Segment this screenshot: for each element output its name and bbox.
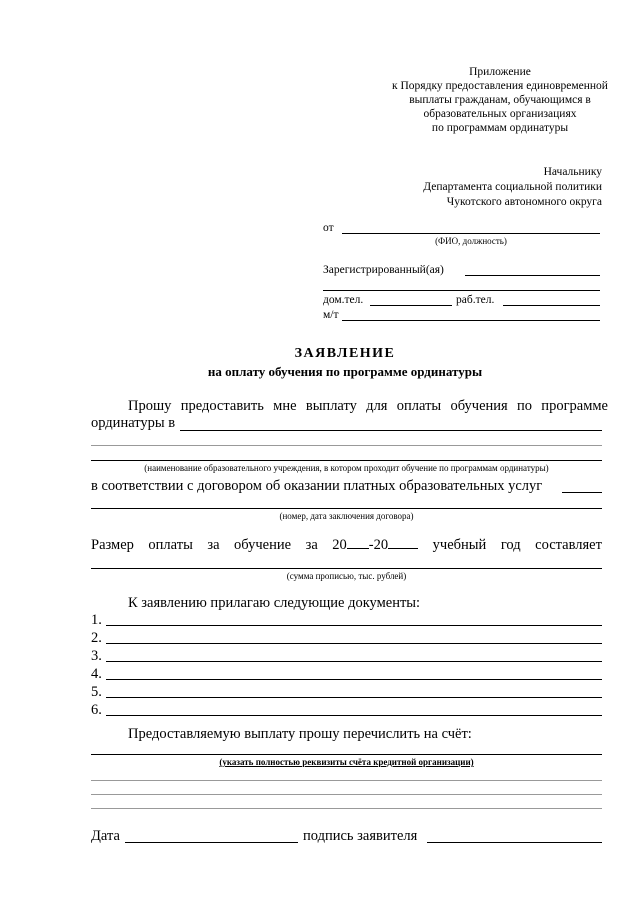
institution-field-3[interactable]: [91, 460, 602, 461]
doc-item: 6.: [91, 701, 602, 719]
work-phone-field[interactable]: [503, 305, 600, 306]
work-phone-label: раб.тел.: [456, 294, 495, 306]
payment-word: составляет: [535, 537, 602, 553]
doc-field[interactable]: [106, 702, 602, 716]
addressee-line: Начальнику: [543, 166, 602, 178]
fio-caption: (ФИО, должность): [435, 236, 507, 246]
doc-item: 5.: [91, 683, 602, 701]
appendix-line: по программам ординатуры: [431, 122, 569, 134]
account-field-2[interactable]: [91, 780, 602, 781]
sum-caption: (сумма прописью, тыс. рублей): [286, 571, 407, 581]
account-field-3[interactable]: [91, 794, 602, 795]
request-line-2: ординатуры в: [91, 415, 176, 431]
date-field[interactable]: [125, 842, 298, 843]
payment-word: за: [207, 537, 220, 553]
institution-field-2[interactable]: [91, 445, 602, 446]
home-phone-field[interactable]: [370, 305, 452, 306]
signature-label: подпись заявителя: [303, 828, 418, 844]
page-subtitle: на оплату обучения по программе ординатуры: [207, 364, 483, 379]
contract-field[interactable]: [562, 492, 602, 493]
signature-field[interactable]: [427, 842, 602, 843]
institution-caption: (наименование образовательного учреждения, в котором проходит обучение по программам ординатуры): [144, 463, 549, 473]
request-line-1: Прошу предоставить мне выплату для оплаты обучения по программе: [128, 398, 608, 414]
doc-item: 3.: [91, 647, 602, 665]
docs-intro: К заявлению прилагаю следующие документы:: [128, 595, 421, 611]
addressee-line: Чукотского автономного округа: [446, 196, 602, 208]
docs-list: [91, 611, 602, 719]
account-field[interactable]: [91, 754, 602, 755]
account-field-4[interactable]: [91, 808, 602, 809]
payment-word: оплаты: [148, 537, 193, 553]
registered-label: Зарегистрированный(ая): [323, 264, 444, 276]
registered-field-2[interactable]: [323, 290, 600, 291]
payment-word: обучение: [234, 537, 292, 553]
doc-item: 4.: [91, 665, 602, 683]
appendix-block: [340, 65, 640, 135]
date-label: Дата: [91, 828, 120, 844]
payment-word: Размер: [91, 537, 134, 553]
appendix-line: образовательных организациях: [423, 108, 577, 120]
doc-field[interactable]: [106, 630, 602, 644]
appendix-line: Приложение: [469, 66, 531, 78]
mobile-label: м/т: [323, 309, 339, 321]
payment-line: [91, 537, 602, 554]
doc-item: 1.: [91, 611, 602, 629]
appendix-line: выплаты гражданам, обучающимся в: [409, 94, 591, 106]
doc-field[interactable]: [106, 666, 602, 680]
addressee-line: Департамента социальной политики: [423, 181, 602, 193]
contract-field-2[interactable]: [91, 508, 602, 509]
doc-item: 2.: [91, 629, 602, 647]
fio-field[interactable]: [342, 233, 600, 234]
payment-word: год: [500, 537, 521, 553]
transfer-text: Предоставляемую выплату прошу перечислить на счёт:: [128, 726, 472, 742]
year-field-2[interactable]: [388, 548, 418, 549]
doc-field[interactable]: [106, 612, 602, 626]
doc-field[interactable]: [106, 684, 602, 698]
home-phone-label: дом.тел.: [323, 294, 364, 306]
payment-word: за: [305, 537, 318, 553]
institution-field[interactable]: [180, 430, 602, 431]
payment-word: учебный: [432, 537, 487, 553]
year-field-1[interactable]: [347, 548, 369, 549]
mobile-field[interactable]: [342, 320, 600, 321]
sum-field[interactable]: [91, 568, 602, 569]
contract-caption: (номер, дата заключения договора): [279, 511, 414, 521]
from-label: от: [323, 222, 334, 234]
payment-year: 20 -20: [332, 537, 418, 554]
account-caption: (указать полностью реквизиты счёта кредитной организации): [219, 757, 474, 767]
page-title: ЗАЯВЛЕНИЕ: [294, 346, 396, 361]
addressee-block: [330, 165, 602, 210]
contract-text: в соответствии с договором об оказании платных образовательных услуг: [91, 478, 543, 494]
appendix-line: к Порядку предоставления единовременной: [392, 80, 608, 92]
registered-field[interactable]: [465, 275, 600, 276]
doc-field[interactable]: [106, 648, 602, 662]
